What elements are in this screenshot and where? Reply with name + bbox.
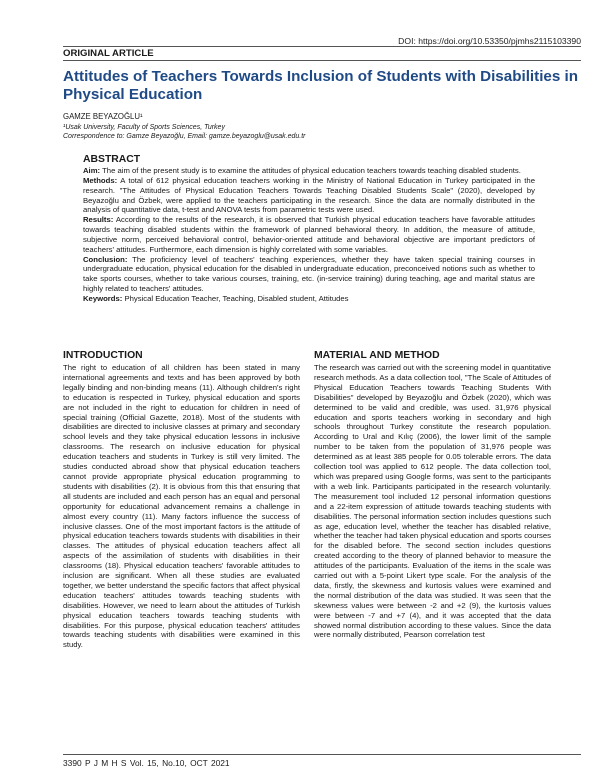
aim-label: Aim: <box>83 166 101 175</box>
header-rule-lower <box>63 60 581 61</box>
introduction-text: The right to education of all children has been stated in many international agreements and texts and has been approved by both legally binding and non-binding means (11). Although children's right to education is respected in Turkey, physical education and sports are not included in the right to education for children in need of special training (Official Gazette, 2018). Most of the students with disabilities are directed to inclusive classes at primary and secondary school levels and they take physical education lessons in inclusive classrooms. The research on inclusive education for physical education teachers and students in Turkey is still very limited. The studies conducted abroad show that physical education teachers cannot provide appropriate physical education programming to students with disabilities (2). It is obvious from this that ensuring that all students are included and each person has an equal and personal opportunity for educational advancement remains a challenge in almost every country (11). Many factors influence the success of inclusive classes. One of the most important factors is the attitude of physical education teachers towards students with disabilities in their classes. The attitudes of physical education teachers affect all aspects of the assimilation of students with disabilities in their classrooms (18). Physical education teachers' favorable attitudes to inclusion are significant. When all these studies are evaluated together, we better understand the specific factors that affect physical education teachers' attitudes towards teaching students with disabilities. However, we need to learn about the attitudes of Turkish physical education teachers towards teaching students with disabilities. For this purpose, physical education teachers' attitudes towards teaching students with disabilities were examined in this study. <box>63 363 300 650</box>
footer-rule <box>63 754 581 755</box>
keywords-label: Keywords: <box>83 293 123 303</box>
conclusion-text: The proficiency level of teachers' teaching experiences, whether they have taken special training courses in undergraduate education, physical education for the disabled in undergraduate education, preconceived notions such as whether to take sports courses, whether to take various courses, training, etc. (in-service training) during teaching, age and marital status are highly related to teachers' attitudes. <box>83 254 535 294</box>
aim-text: The aim of the present study is to examine the attitudes of physical education teachers towards teaching disabled students. <box>102 166 521 175</box>
methods-text: A total of 612 physical education teachers working in the Ministry of National Education in Turkey participated in the research. "The Attitudes of Physical Education Teachers Towards Teaching Disabled Students Scale" (2020), developed by Beyazoğlu and Özbek, were applied to the teachers participating in the research. Since the data are normally distributed in the analysis of quantitative data, t-test and ANOVA tests from parametric tests were used. <box>83 175 535 215</box>
doi-link[interactable]: DOI: https://doi.org/10.53350/pjmhs2115103390 <box>398 36 581 46</box>
page-footer: 3390 P J M H S Vol. 15, No.10, OCT 2021 <box>63 758 230 768</box>
results-label: Results: <box>83 215 114 225</box>
abstract-heading: ABSTRACT <box>83 154 141 165</box>
article-type-label: ORIGINAL ARTICLE <box>63 48 154 59</box>
introduction-heading: INTRODUCTION <box>63 350 143 361</box>
keywords-text: Physical Education Teacher, Teaching, Disabled student, Attitudes <box>124 293 349 303</box>
correspondence-line: Correspondence to: Gamze Beyazoğlu, Email: gamze.beyazoglu@usak.edu.tr <box>63 133 306 140</box>
article-title: Attitudes of Teachers Towards Inclusion of Students with Disabilities in Physical Education <box>63 68 579 103</box>
abstract-results <box>83 215 535 254</box>
abstract-methods <box>83 176 535 215</box>
conclusion-label: Conclusion: <box>83 254 128 264</box>
abstract-keywords <box>83 294 535 304</box>
methods-label: Methods: <box>83 175 118 185</box>
introduction-column <box>63 350 300 650</box>
abstract-conclusion <box>83 255 535 294</box>
methods-text-body: The research was carried out with the screening model in quantitative research methods. As a data collection tool, "The Scale of Attitudes of Physical Education Teachers towards Teaching Students With Disabilities" developed by Beyazoğlu and Özbek (2020), which was determined to be valid and credible, was used. 31,976 physical education and sports teachers working in secondary and high schools throughout Turkey constitute the research population. According to Ural and Kılıç (2006), the lower limit of the sample number to be taken from the population of 31,976 people was determined as at least 385 people for 0.05 tolerable errors. The data collection tool was applied to 612 people. The data collection tool, which was prepared using Google forms, was sent to the participants with a web link. Participants participated in the research voluntarily. The measurement tool included 12 personal information questions and a 22-item expression of attitude towards teaching students with disabilities. The personal information section includes questions such as age, education level, whether the teacher has disabled relative, whether the teacher had taken physical education and sports courses for the disabled before. The second section includes questions created according to the theory of planned behavior to measure the attitudes of the participants. Evaluation of the items in the scale was carried out with a 5-point Likert type scale. For the analysis of the data, firstly, the skewness and kurtosis values were examined and the normal distribution of the data was studied. It was seen that the skewness values were between -2 and +2 (9), the kurtosis values were between -7 and +7 (4), and it was accepted that the data showed normal distribution according to these values. Since the data were normally distributed, Pearson correlation test <box>314 363 551 640</box>
abstract-aim <box>83 166 535 176</box>
results-text: According to the results of the research, it is observed that Turkish physical education teachers have favorable attitudes towards teaching disabled students within the framework of planned behavioral theory. In addition, the measure of attitude, subjective norm, perceived behavioral control, behavior-oriented attitude and behavioral objective are important predictors of teachers' attitudes. Furthermore, each dimension is highly correlated with some variables. <box>83 215 536 254</box>
author-affiliation: ¹Usak University, Faculty of Sports Sciences, Turkey <box>63 124 225 131</box>
abstract-body <box>83 166 535 304</box>
author-name: GAMZE BEYAZOĞLU¹ <box>63 112 143 121</box>
methods-heading: MATERIAL AND METHOD <box>314 350 440 361</box>
methods-column <box>314 350 551 640</box>
header-rule <box>63 46 581 47</box>
